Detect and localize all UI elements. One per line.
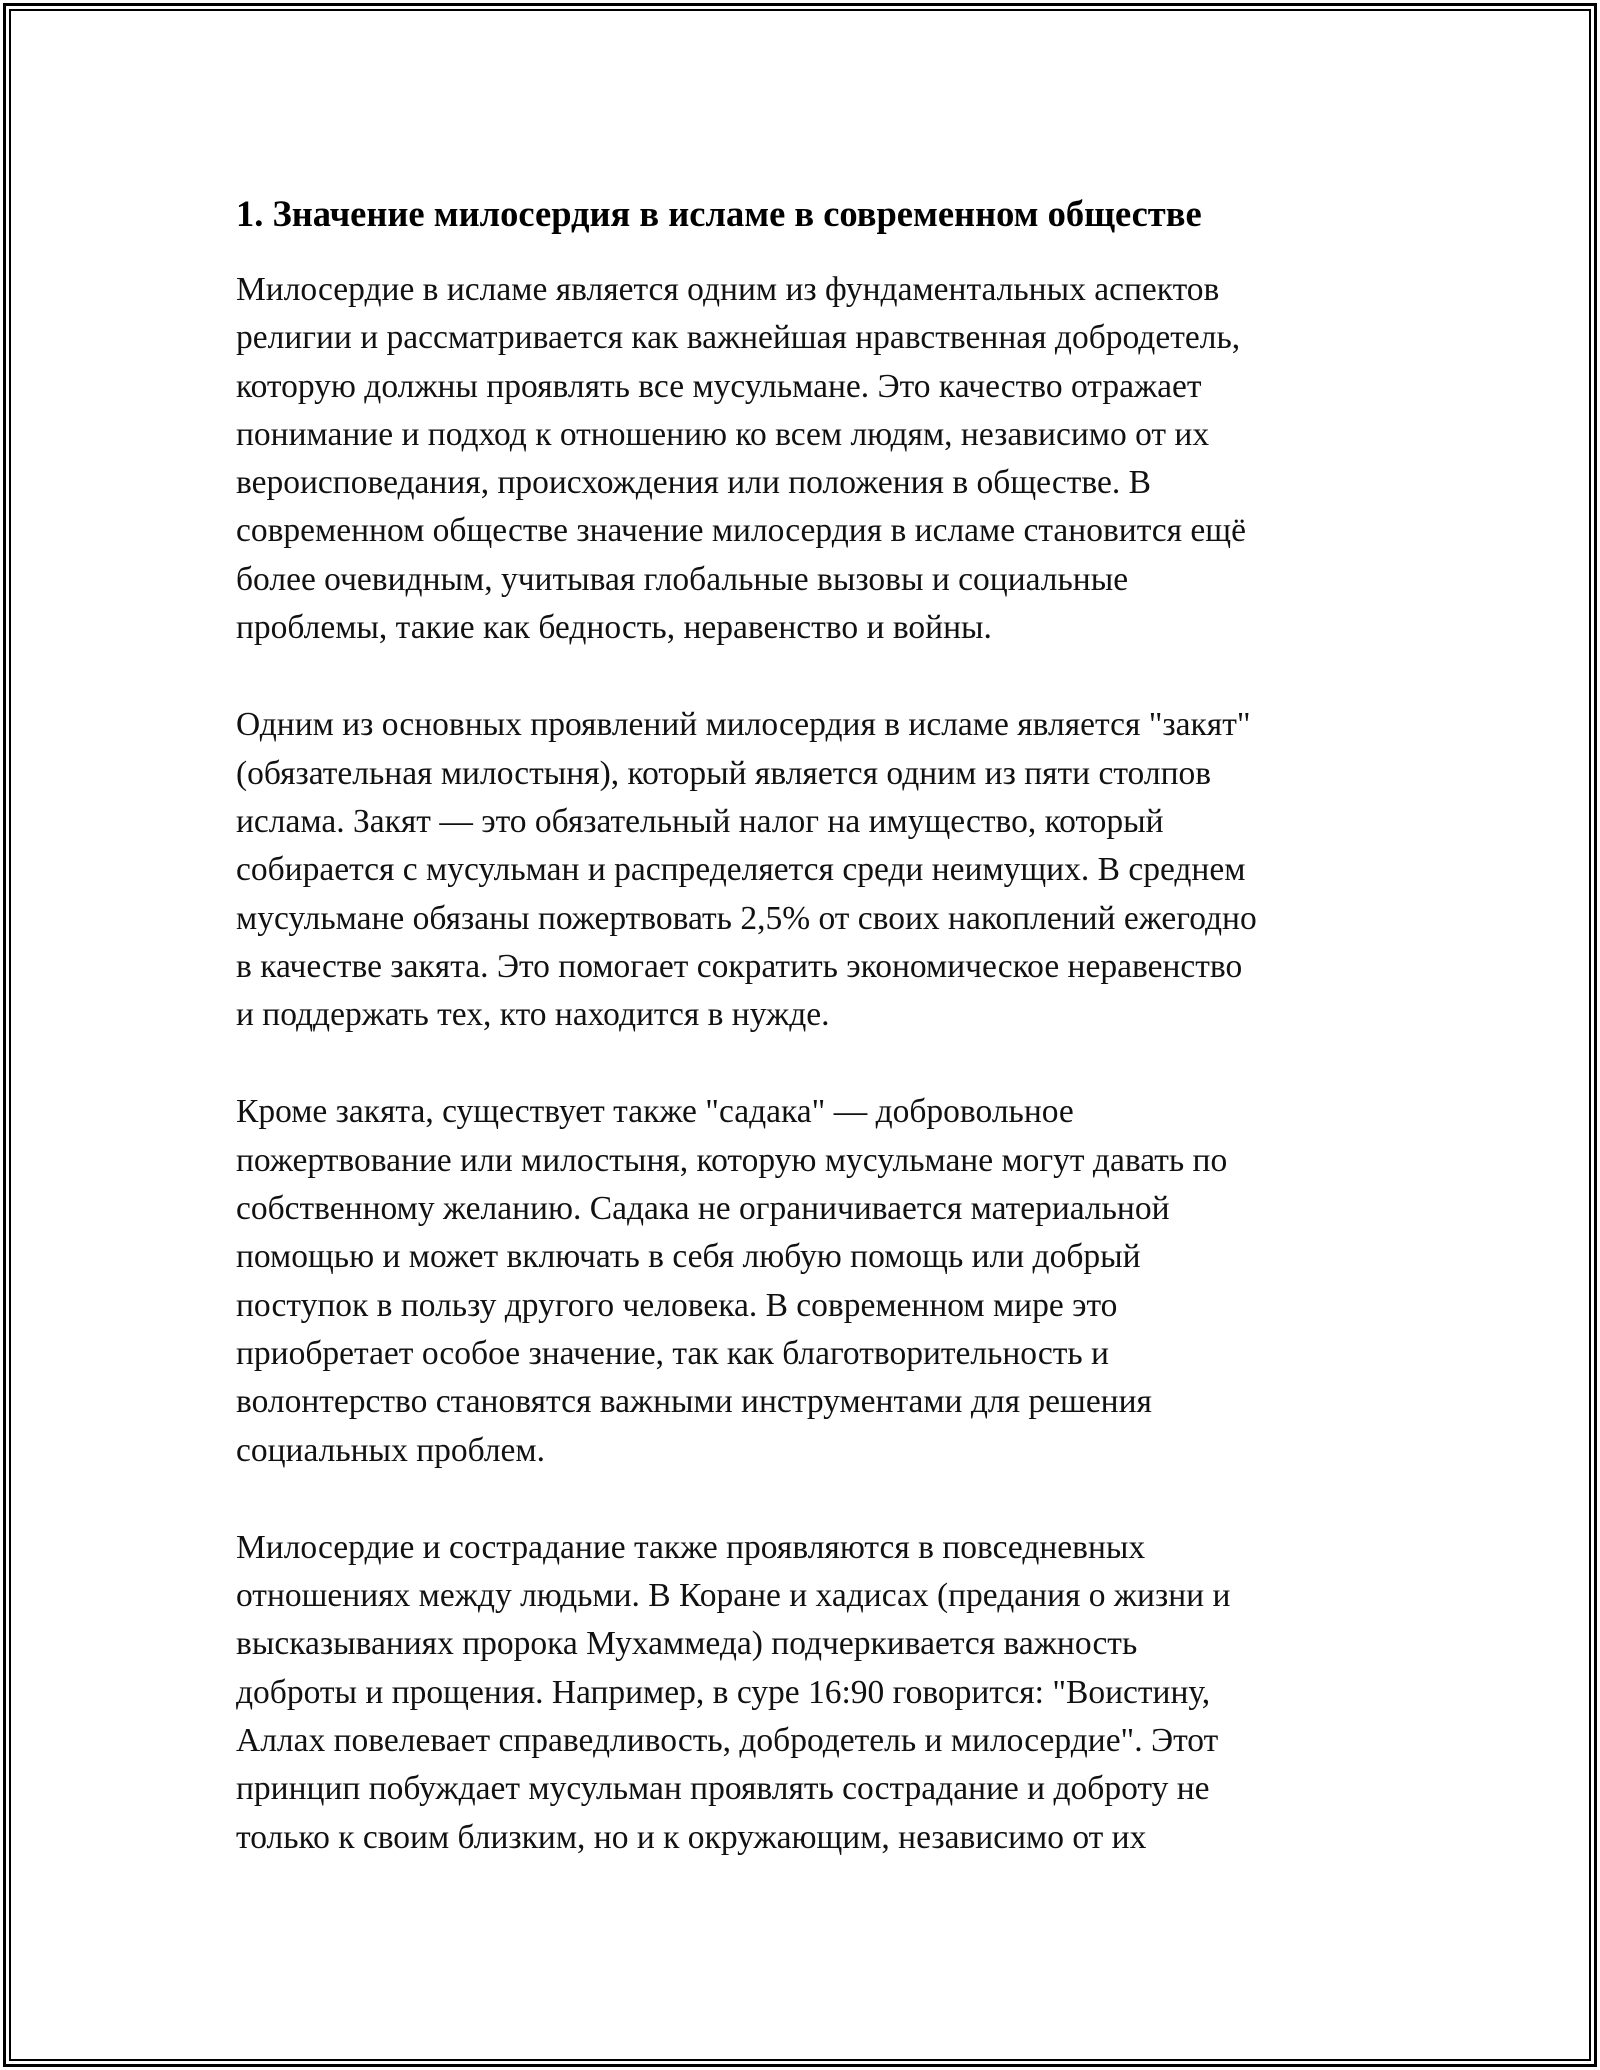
text-line: доброты и прощения. Например, в суре 16:90 говорится: "Воистину, [236,1673,1211,1711]
text-line: Милосердие и сострадание также проявляются в повседневных [236,1528,1146,1566]
text-line: религии и рассматривается как важнейшая нравственная добродетель, [236,319,1241,357]
text-line: и поддержать тех, кто находится в нужде. [236,996,830,1034]
paragraph-zakat [236,701,1400,1039]
text-line: ислама. Закят — это обязательный налог на имущество, который [236,802,1164,840]
text-line: (обязательная милостыня), который является одним из пяти столпов [236,754,1212,792]
text-line: собирается с мусульман и распределяется среди неимущих. В среднем [236,851,1246,889]
text-line: собственному желанию. Садака не ограничивается материальной [236,1190,1170,1228]
text-line: социальных проблем. [236,1431,545,1469]
paragraph-intro [236,266,1400,652]
text-line: Милосердие в исламе является одним из фундаментальных аспектов [236,271,1220,308]
text-line: которую должны проявлять все мусульмане. Это качество отражает [236,367,1202,405]
text-line: приобретает особое значение, так как благотворительность и [236,1334,1109,1372]
text-line: помощью и может включать в себя любую помощь или добрый [236,1238,1141,1276]
text-line: Кроме закята, существует также "садака" — добровольное [236,1093,1074,1131]
text-line: вероисповедания, происхождения или положения в обществе. В [236,464,1151,502]
text-line: только к своим близким, но и к окружающим, независимо от их [236,1818,1147,1856]
paragraph-sadaqa [236,1088,1400,1474]
text-line: отношениях между людьми. В Коране и хадисах (предания о жизни и [236,1577,1231,1615]
text-line: понимание и подход к отношению ко всем людям, независимо от их [236,415,1210,453]
text-line: пожертвование или милостыня, которую мусульмане могут давать по [236,1141,1228,1179]
text-line: поступок в пользу другого человека. В современном мире это [236,1286,1118,1324]
text-line: принцип побуждает мусульман проявлять сострадание и доброту не [236,1770,1210,1808]
text-line: проблемы, такие как бедность, неравенство и войны. [236,609,992,647]
text-line: Аллах повелевает справедливость, добродетель и милосердие". Этот [236,1722,1219,1760]
text-line: современном обществе значение милосердия в исламе становится ещё [236,512,1246,550]
text-line: более очевидным, учитывая глобальные вызовы и социальные [236,560,1129,598]
text-line: Одним из основных проявлений милосердия в исламе является "закят" [236,706,1251,744]
section-heading: 1. Значение милосердия в исламе в современном обществе [236,193,1202,234]
text-line: в качестве закята. Это помогает сократить экономическое неравенство [236,947,1243,985]
text-line: мусульмане обязаны пожертвовать 2,5% от своих накоплений ежегодно [236,899,1257,937]
paragraph-compassion [236,1524,1400,1862]
text-line: волонтерство становятся важными инструментами для решения [236,1383,1152,1421]
document-body [236,186,1400,1911]
text-line: высказываниях пророка Мухаммеда) подчеркивается важность [236,1625,1138,1663]
